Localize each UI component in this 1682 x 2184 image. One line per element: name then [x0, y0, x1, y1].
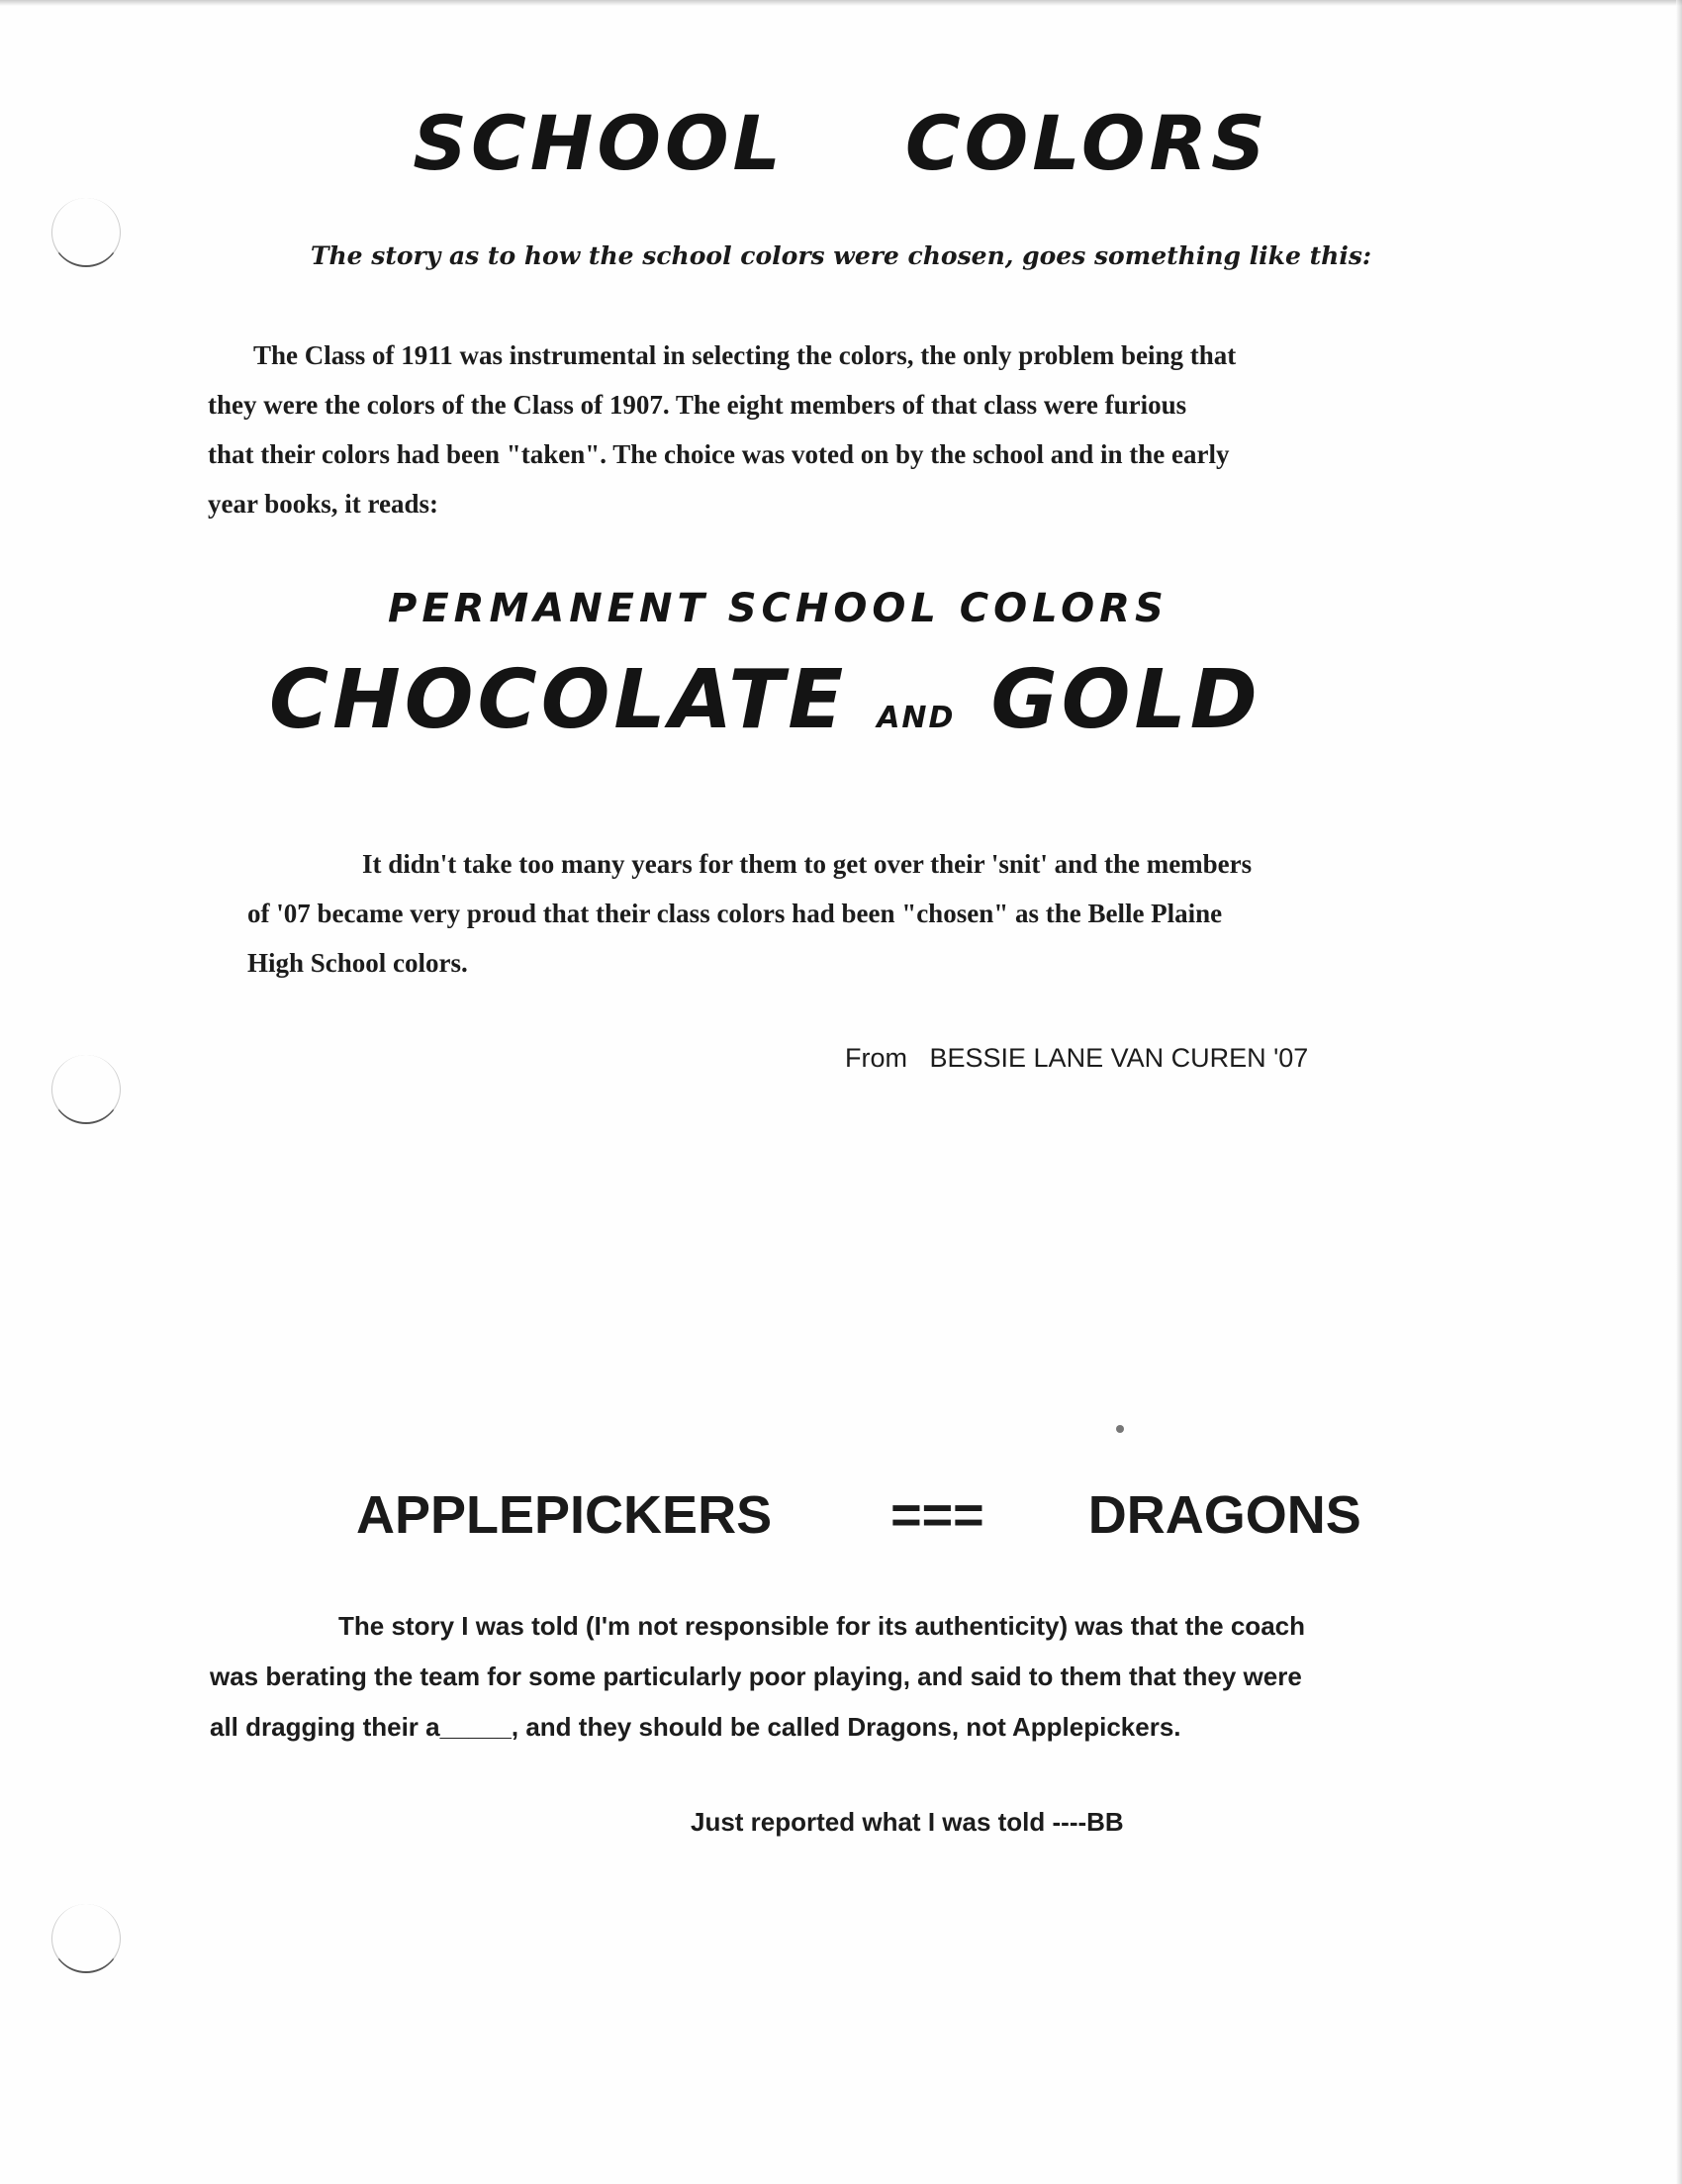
color-chocolate: CHOCOLATE — [269, 653, 848, 747]
paragraph-snit — [247, 839, 1435, 988]
punch-hole-middle — [51, 1055, 121, 1124]
permanent-colors-heading: PERMANENT SCHOOL COLORS — [388, 586, 1168, 631]
paragraph-line: High School colors. — [247, 948, 468, 978]
paragraph-line: It didn't take too many years for them to get over their 'snit' and the members — [362, 849, 1253, 879]
scan-edge-right — [1676, 0, 1682, 2184]
color-gold: GOLD — [990, 653, 1262, 747]
subtitle: The story as to how the school colors were chosen, goes something like this: — [310, 241, 1372, 270]
punch-hole-bottom — [51, 1904, 121, 1973]
paragraph-line: that their colors had been "taken". The choice was voted on by the school and in the early — [208, 439, 1230, 469]
signoff: Just reported what I was told ----BB — [691, 1807, 1124, 1837]
scan-edge-top — [0, 0, 1682, 6]
page-title: SCHOOL COLORS — [413, 99, 1269, 187]
paragraph-line: The Class of 1911 was instrumental in selecting the colors, the only problem being that — [253, 340, 1237, 370]
paragraph-dragons-story — [210, 1601, 1496, 1753]
school-colors-line — [269, 653, 1357, 747]
paragraph-line: was berating the team for some particularly poor playing, and said to them that they were — [210, 1662, 1302, 1691]
attribution: From BESSIE LANE VAN CUREN '07 — [845, 1043, 1309, 1073]
color-joiner: AND — [877, 701, 956, 735]
paragraph-line: year books, it reads: — [208, 489, 439, 519]
paragraph-line: The story I was told (I'm not responsible for its authenticity) was that the coach — [338, 1611, 1305, 1641]
paragraph-line: they were the colors of the Class of 1907. The eight members of that class were furious — [208, 390, 1187, 420]
scan-speck — [1116, 1425, 1124, 1433]
applepickers-dragons-heading: APPLEPICKERS === DRAGONS — [356, 1485, 1361, 1545]
paragraph-line: all dragging their a_____, and they should be called Dragons, not Applepickers. — [210, 1712, 1181, 1742]
paragraph-class-of-1911 — [208, 331, 1454, 528]
paragraph-line: of '07 became very proud that their class colors had been "chosen" as the Belle Plaine — [247, 899, 1223, 928]
